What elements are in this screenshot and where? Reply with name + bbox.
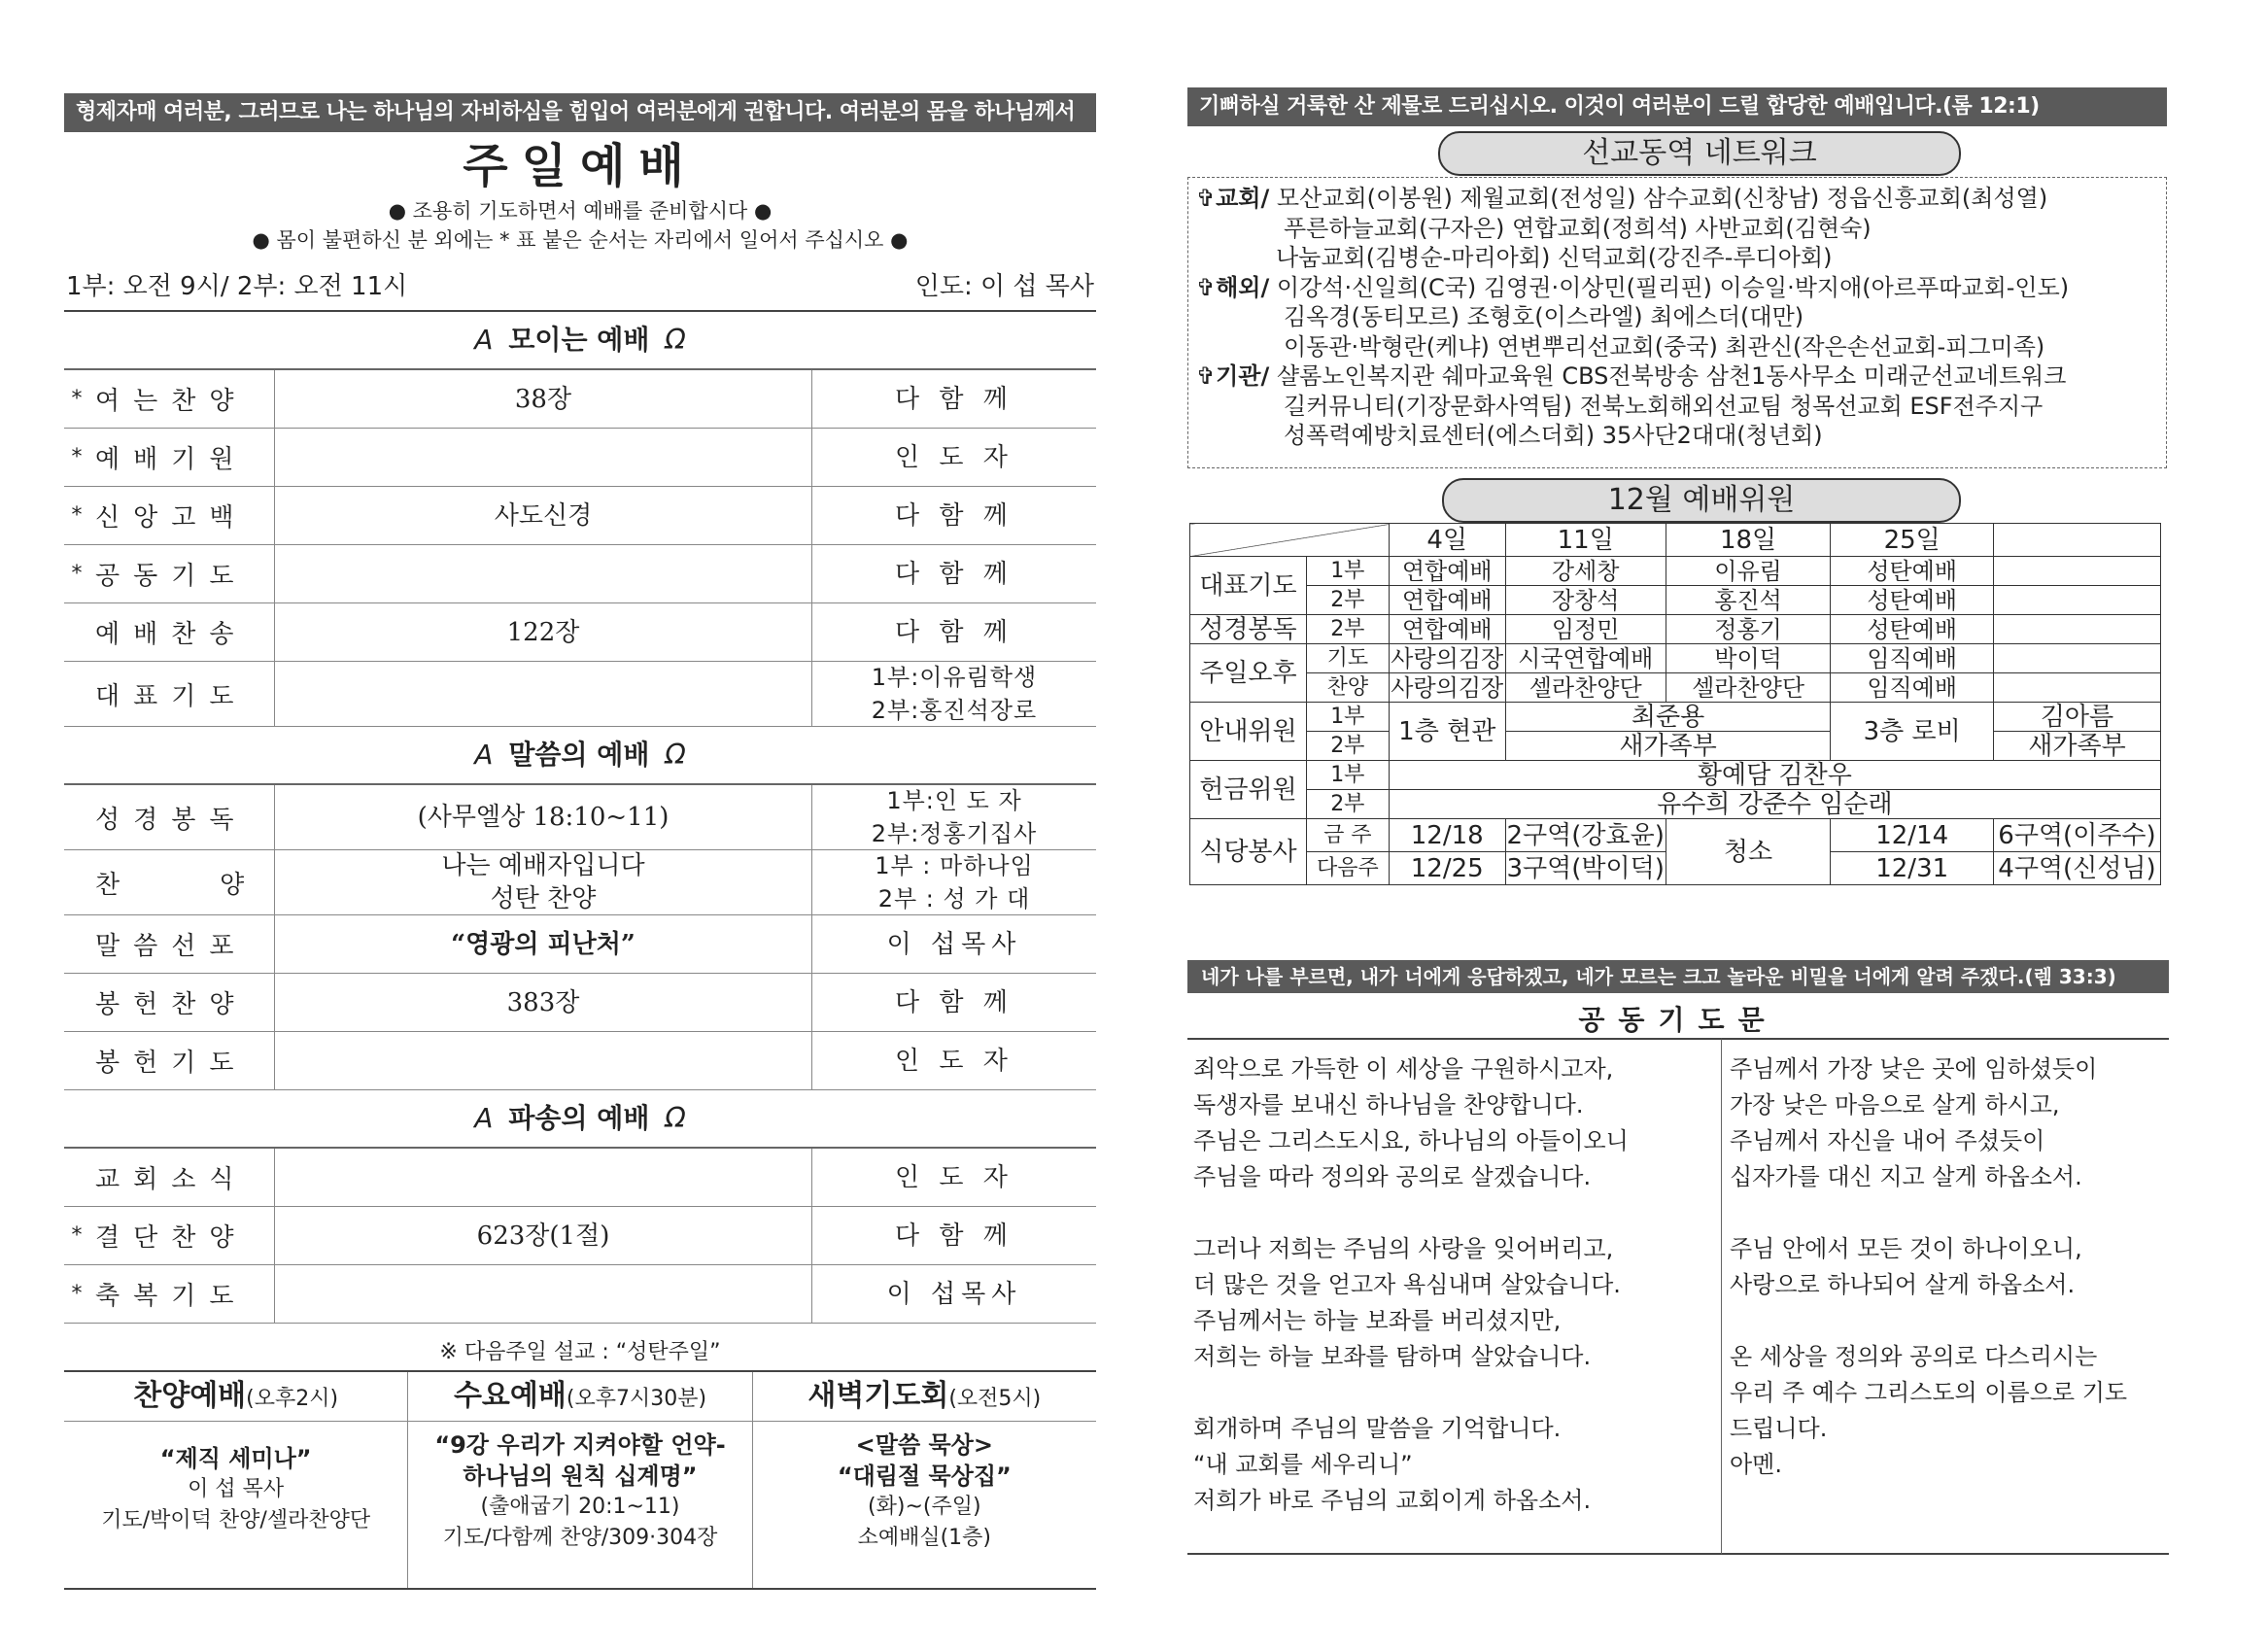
order-item-name: 예배찬송 [95, 620, 248, 649]
cell: 연합예배 [1389, 557, 1505, 586]
row-label: 주일오후 [1190, 644, 1307, 703]
order-item-name: 축복기도 [95, 1282, 248, 1311]
prayer-line: 주님은 그리스도시요, 하나님의 아들이오니 [1193, 1127, 1629, 1154]
service-line: <말씀 묵상> [855, 1431, 993, 1459]
network-line: 이동관·박형란(케냐) 연변뿌리선교회(중국) 최관신(작은손선교회-피그미족) [1284, 332, 2045, 361]
prayer-line: 주님께서는 하늘 보좌를 버리셨지만, [1193, 1307, 1562, 1334]
order-item-content [274, 785, 812, 849]
order-item-content [274, 1207, 812, 1264]
network-group-overseas [1196, 273, 2158, 362]
order-row [64, 370, 1096, 429]
order-item-content [274, 850, 812, 914]
part-label: 2부 [1306, 615, 1389, 644]
content-line: 성탄 찬양 [490, 884, 597, 913]
prayer-line: 독생자를 보내신 하나님을 찬양합니다. [1193, 1091, 1584, 1119]
service-line: 이 섭 목사 [188, 1477, 285, 1501]
part-label: 금 주 [1306, 819, 1389, 852]
section-prefix: A [474, 324, 494, 356]
part-label: 1부 [1306, 703, 1389, 732]
part-label: 1부 [1306, 557, 1389, 586]
service-line: 하나님의 원칙 십계명” [463, 1463, 698, 1490]
cell: 새가족부 [1505, 732, 1831, 761]
cell: 3층 로비 [1831, 703, 1994, 761]
order-item-name: 예배기원 [95, 445, 248, 474]
cell: 12/14 [1831, 819, 1994, 852]
prayer-line: 주님께서 가장 낮은 곳에 임하셨듯이 [1730, 1055, 2098, 1083]
order-item-name: 봉헌찬양 [95, 990, 248, 1019]
mission-network-box [1187, 177, 2167, 468]
cell: 황예담 김찬우 [1389, 761, 2160, 790]
part-label: 다음주 [1306, 852, 1389, 885]
row-label: 헌금위원 [1190, 761, 1307, 819]
content-line: (사무엘상 18:10~11) [417, 803, 670, 832]
service-title: 수요예배 [453, 1379, 567, 1413]
section-heading [64, 312, 1096, 370]
leader-line: 다 함 께 [895, 987, 1013, 1017]
leader-line: 2부 : 성 가 대 [877, 885, 1031, 912]
cell: 연합예배 [1389, 615, 1505, 644]
leader-line: 이 섭목사 [886, 929, 1022, 959]
prayer-line: 사랑으로 하나되어 살게 하옵소서. [1730, 1271, 2076, 1298]
part-label: 2부 [1306, 586, 1389, 615]
top-banner-right: 기뻐하실 거룩한 산 제물로 드리십시오. 이것이 여러분이 드릴 합당한 예배입니다.(롬 12:1) [1187, 87, 2167, 126]
network-title: 선교동역 네트워크 [1438, 131, 1961, 176]
order-item-leader [812, 849, 1096, 915]
order-row [64, 850, 1096, 915]
next-week-sermon: ※ 다음주일 설교 : “성탄주일” [439, 1340, 721, 1364]
content-line: 383장 [506, 987, 580, 1017]
cell: 청소 [1666, 819, 1831, 885]
network-line: 모산교회(이봉원) 제월교회(전성일) 삼수교회(신창남) 정읍신흥교회(최성열) [1276, 185, 2048, 212]
network-line: 나눔교회(김병순-마리아회) 신덕교회(강진주-루디아회) [1276, 244, 1833, 271]
row-label: 대표기도 [1190, 557, 1307, 615]
prayer-line: 그러나 저희는 주님의 사랑을 잊어버리고, [1193, 1235, 1614, 1262]
order-row [64, 603, 1096, 662]
prayer-title: 공동기도문 [1578, 1004, 1778, 1036]
leader-line: 인 도 자 [895, 1162, 1013, 1192]
network-label: ✞해외/ [1196, 273, 1270, 301]
prayer-line: 아멘. [1730, 1451, 1782, 1478]
cell: 사랑의김장 [1389, 644, 1505, 673]
leader-line: 1부:이유림학생 [871, 664, 1038, 691]
order-item-name: 봉헌기도 [95, 1049, 248, 1078]
order-item-content [274, 1265, 812, 1323]
prayer-line: “내 교회를 세우리니” [1193, 1451, 1413, 1478]
cell: 12/31 [1831, 852, 1994, 885]
date-header: 18일 [1666, 524, 1831, 557]
content-line: “영광의 피난처” [451, 929, 635, 959]
network-line: 김옥경(동티모르) 조형호(이스라엘) 최에스더(대만) [1284, 303, 1804, 330]
leader-line: 이 섭목사 [886, 1279, 1022, 1309]
service-wednesday [408, 1372, 752, 1588]
prayer-line: 죄악으로 가득한 이 세상을 구원하시고자, [1193, 1055, 1614, 1083]
order-row [64, 545, 1096, 603]
cell: 성탄예배 [1831, 586, 1994, 615]
service-line: “제직 세미나” [159, 1445, 312, 1472]
cell: 임직예배 [1831, 673, 1994, 703]
cell: 12/25 [1389, 852, 1505, 885]
empty-cell [1994, 586, 2161, 615]
section-prefix: A [474, 1102, 494, 1134]
leader-line: 다 함 께 [895, 500, 1013, 531]
cell: 4구역(신성님) [1994, 852, 2161, 885]
part-label: 2부 [1306, 732, 1389, 761]
prayer-left-column [1187, 1038, 1722, 1555]
order-item-content [274, 545, 812, 602]
order-item-name: 말씀선포 [95, 932, 248, 961]
prayer-line: 가장 낮은 마음으로 살게 하시고, [1730, 1091, 2060, 1119]
prayer-line: 주님을 따라 정의와 공의로 살겠습니다. [1193, 1163, 1592, 1190]
order-row [64, 1032, 1096, 1090]
prayer-line [1730, 1303, 2169, 1339]
content-line: 623장(1절) [476, 1221, 610, 1251]
right-page [1187, 87, 2177, 1565]
cell: 12/18 [1389, 819, 1505, 852]
leader-line: 인 도 자 [895, 442, 1013, 472]
leader-line: 다 함 께 [895, 384, 1013, 414]
empty-cell [1994, 673, 2161, 703]
order-row [64, 1265, 1096, 1324]
order-item-content [274, 915, 812, 973]
empty-cell [1994, 557, 2161, 586]
order-row [64, 429, 1096, 487]
part-label: 기도 [1306, 644, 1389, 673]
cell: 최준용 [1505, 703, 1831, 732]
service-line: (출애굽기 20:1~11) [480, 1495, 680, 1519]
order-of-worship [64, 312, 1096, 1324]
order-item-content [274, 1032, 812, 1089]
left-page [64, 93, 1096, 1561]
row-label: 식당봉사 [1190, 819, 1307, 885]
service-praise [64, 1372, 408, 1588]
order-row [64, 915, 1096, 974]
cell: 임직예배 [1831, 644, 1994, 673]
prayer-line: 저희는 하늘 보좌를 탐하며 살았습니다. [1193, 1343, 1592, 1370]
prayer-line: 온 세상을 정의와 공의로 다스리시는 [1730, 1343, 2098, 1370]
order-item-leader [812, 616, 1096, 649]
empty-cell [1994, 524, 2161, 557]
section-suffix: Ω [665, 324, 686, 356]
order-item-content [274, 974, 812, 1031]
content-line: 38장 [514, 384, 572, 414]
order-item-content [274, 603, 812, 661]
network-label: ✞기관/ [1196, 362, 1270, 390]
cell: 김아름 [1994, 703, 2161, 732]
leader-line: 1부 : 마하나임 [875, 852, 1034, 879]
date-header: 4일 [1389, 524, 1505, 557]
cell: 시국연합예배 [1505, 644, 1666, 673]
row-label: 안내위원 [1190, 703, 1307, 761]
cell: 새가족부 [1994, 732, 2161, 761]
cell: 6구역(이주수) [1994, 819, 2161, 852]
order-item-leader [812, 1161, 1096, 1194]
leader-line: 다 함 께 [895, 1221, 1013, 1251]
cell: 박이덕 [1666, 644, 1831, 673]
standing-mark: * [71, 503, 83, 528]
order-item-leader [812, 441, 1096, 474]
service-line: “대림절 묵상집” [837, 1463, 1012, 1490]
service-time: (오후7시30분) [566, 1387, 707, 1411]
order-item-leader [812, 784, 1096, 850]
order-row [64, 487, 1096, 545]
cell: 강세창 [1505, 557, 1666, 586]
cell: 임정민 [1505, 615, 1666, 644]
order-item-leader [812, 383, 1096, 416]
content-line: 사도신경 [494, 500, 593, 531]
service-time: (오전5시) [948, 1387, 1042, 1411]
cell: 유수희 강준수 임순래 [1389, 790, 2160, 819]
service-line: 소예배실(1층) [857, 1526, 992, 1550]
table-corner [1190, 524, 1390, 557]
row-label: 성경봉독 [1190, 615, 1307, 644]
prayer-line: 회개하며 주님의 말씀을 기억합니다. [1193, 1415, 1562, 1442]
order-item-leader [812, 986, 1096, 1019]
service-dawn [753, 1372, 1096, 1588]
cell: 성탄예배 [1831, 557, 1994, 586]
cell: 성탄예배 [1831, 615, 1994, 644]
order-row [64, 785, 1096, 850]
order-item-content [274, 662, 812, 726]
cell: 이유림 [1666, 557, 1831, 586]
order-row [64, 1207, 1096, 1265]
prep-line-1: ● 조용히 기도하면서 예배를 준비합시다 ● [388, 199, 773, 223]
order-item-leader [812, 1278, 1096, 1311]
service-line [64, 1422, 407, 1443]
network-group-institution [1196, 361, 2158, 451]
prayer-line: 더 많은 것을 얻고자 욕심내며 살았습니다. [1193, 1271, 1621, 1298]
prayer-line: 우리 주 예수 그리스도의 이름으로 기도 [1730, 1379, 2128, 1406]
prayer-line: 저희가 바로 주님의 교회이게 하옵소서. [1193, 1487, 1592, 1514]
network-line: 길커뮤니티(기장문화사역팀) 전북노회해외선교팀 청목선교회 ESF전주지구 [1284, 392, 2044, 420]
prayer-line: 주님 안에서 모든 것이 하나이오니, [1730, 1235, 2082, 1262]
network-label: ✞교회/ [1196, 185, 1270, 212]
network-line: 푸른하늘교회(구자은) 연합교회(정희석) 사반교회(김현숙) [1284, 214, 1872, 242]
order-item-leader [812, 928, 1096, 961]
committee-title: 12월 예배위원 [1442, 478, 1961, 523]
cell: 2구역(강효윤) [1506, 820, 1665, 850]
leader-line: 2부:정홍기집사 [871, 820, 1038, 847]
leader-line: 인 도 자 [895, 1046, 1013, 1076]
prayer-line [1193, 1375, 1721, 1411]
service-line: “9강 우리가 지켜야할 언약- [434, 1431, 726, 1459]
order-item-leader [812, 499, 1096, 533]
page-title: 주일예배 [463, 139, 698, 193]
prayer-line [1730, 1195, 2169, 1231]
date-header: 25일 [1831, 524, 1994, 557]
part-label: 2부 [1306, 790, 1389, 819]
section-title: 말씀의 예배 [508, 739, 650, 771]
standing-mark: * [71, 1223, 83, 1248]
other-services [64, 1370, 1096, 1590]
order-item-content [274, 370, 812, 428]
service-title: 새벽기도회 [807, 1379, 949, 1413]
cell: 연합예배 [1389, 586, 1505, 615]
cell: 셀라찬양단 [1666, 673, 1831, 703]
prayer-line [1193, 1195, 1721, 1231]
prayer-line: 십자가를 대신 지고 살게 하옵소서. [1730, 1163, 2082, 1190]
order-item-name: 대표기도 [95, 681, 248, 711]
service-line: 기도/박이덕 찬양/셀라찬양단 [101, 1508, 371, 1532]
leader-line: 다 함 께 [895, 559, 1013, 589]
prayer-line: 드립니다. [1730, 1415, 1828, 1442]
network-line: 샬롬노인복지관 쉐마교육원 CBS전북방송 삼천1동사무소 미래군선교네트워크 [1276, 362, 2067, 390]
order-item-leader [812, 661, 1096, 727]
section-suffix: Ω [665, 739, 686, 771]
order-item-name: 찬 양 [95, 870, 258, 900]
standing-mark: * [71, 445, 83, 469]
order-item-name: 성경봉독 [95, 805, 248, 835]
order-row [64, 974, 1096, 1032]
service-times: 1부: 오전 9시/ 2부: 오전 11시 [66, 272, 408, 301]
date-header: 11일 [1505, 524, 1666, 557]
worship-committee-table [1189, 523, 2161, 885]
standing-mark: * [71, 387, 83, 411]
cell: 사랑의김장 [1389, 673, 1505, 703]
section-suffix: Ω [665, 1102, 686, 1134]
leader-line: 1부:인 도 자 [886, 787, 1022, 814]
service-line: (화)~(주일) [868, 1495, 981, 1519]
service-leader: 인도: 이 섭 목사 [914, 272, 1094, 301]
section-heading [64, 1090, 1096, 1149]
order-item-content [274, 1149, 812, 1206]
service-times-bar [64, 255, 1096, 312]
empty-cell [1994, 644, 2161, 673]
cell: 1층 현관 [1389, 703, 1505, 761]
order-item-name: 공동기도 [95, 562, 248, 591]
order-item-name: 결단찬양 [95, 1223, 248, 1253]
service-line: 기도/다함께 찬양/309·304장 [442, 1526, 718, 1550]
section-prefix: A [474, 739, 494, 771]
prayer-right-column [1722, 1038, 2169, 1555]
service-time: (오후2시) [246, 1387, 339, 1411]
network-line: 이강석·신일희(C국) 김영권·이상민(필리핀) 이승일·박지애(아르푸따교회-인도) [1276, 273, 2070, 301]
prayer-line: 주님께서 자신을 내어 주셨듯이 [1730, 1127, 2045, 1154]
content-line: 나는 예배자입니다 [441, 851, 645, 880]
order-item-leader [812, 1045, 1096, 1078]
standing-mark: * [71, 562, 83, 586]
network-group-church [1196, 184, 2158, 273]
order-item-leader [812, 1220, 1096, 1253]
section-title: 모이는 예배 [508, 324, 650, 356]
cell: 셀라찬양단 [1505, 673, 1666, 703]
top-banner-left: 형제자매 여러분, 그러므로 나는 하나님의 자비하심을 힘입어 여러분에게 권합니다. 여러분의 몸을 하나님께서 [64, 93, 1096, 132]
service-title: 찬양예배 [133, 1379, 247, 1413]
section-heading [64, 727, 1096, 785]
section-title: 파송의 예배 [508, 1102, 650, 1134]
cell: 정홍기 [1666, 615, 1831, 644]
order-item-content [274, 487, 812, 544]
leader-line: 2부:홍진석장로 [871, 697, 1038, 724]
part-label: 찬양 [1306, 673, 1389, 703]
order-item-content [274, 429, 812, 486]
part-label: 1부 [1306, 761, 1389, 790]
leader-line: 다 함 께 [895, 617, 1013, 647]
network-line: 성폭력예방치료센터(에스더회) 35사단2대대(청년회) [1284, 422, 1823, 449]
verse-banner: 네가 나를 부르면, 내가 너에게 응답하겠고, 네가 모르는 크고 놀라운 비밀을 너에게 알려 주겠다.(렘 33:3) [1187, 960, 2169, 993]
order-item-name: 신앙고백 [95, 503, 248, 533]
standing-mark: * [71, 1282, 83, 1306]
order-row [64, 1149, 1096, 1207]
order-row [64, 662, 1096, 727]
prep-line-2: ● 몸이 불편하신 분 외에는 * 표 붙은 순서는 자리에서 일어서 주십시오 ● [252, 228, 909, 252]
content-line: 122장 [506, 617, 580, 647]
empty-cell [1994, 615, 2161, 644]
order-item-name: 여는찬양 [95, 387, 248, 416]
cell: 3구역(박이덕) [1506, 853, 1665, 883]
cell: 홍진석 [1666, 586, 1831, 615]
order-item-leader [812, 558, 1096, 591]
order-item-name: 교회소식 [95, 1165, 248, 1194]
cell: 장창석 [1505, 586, 1666, 615]
